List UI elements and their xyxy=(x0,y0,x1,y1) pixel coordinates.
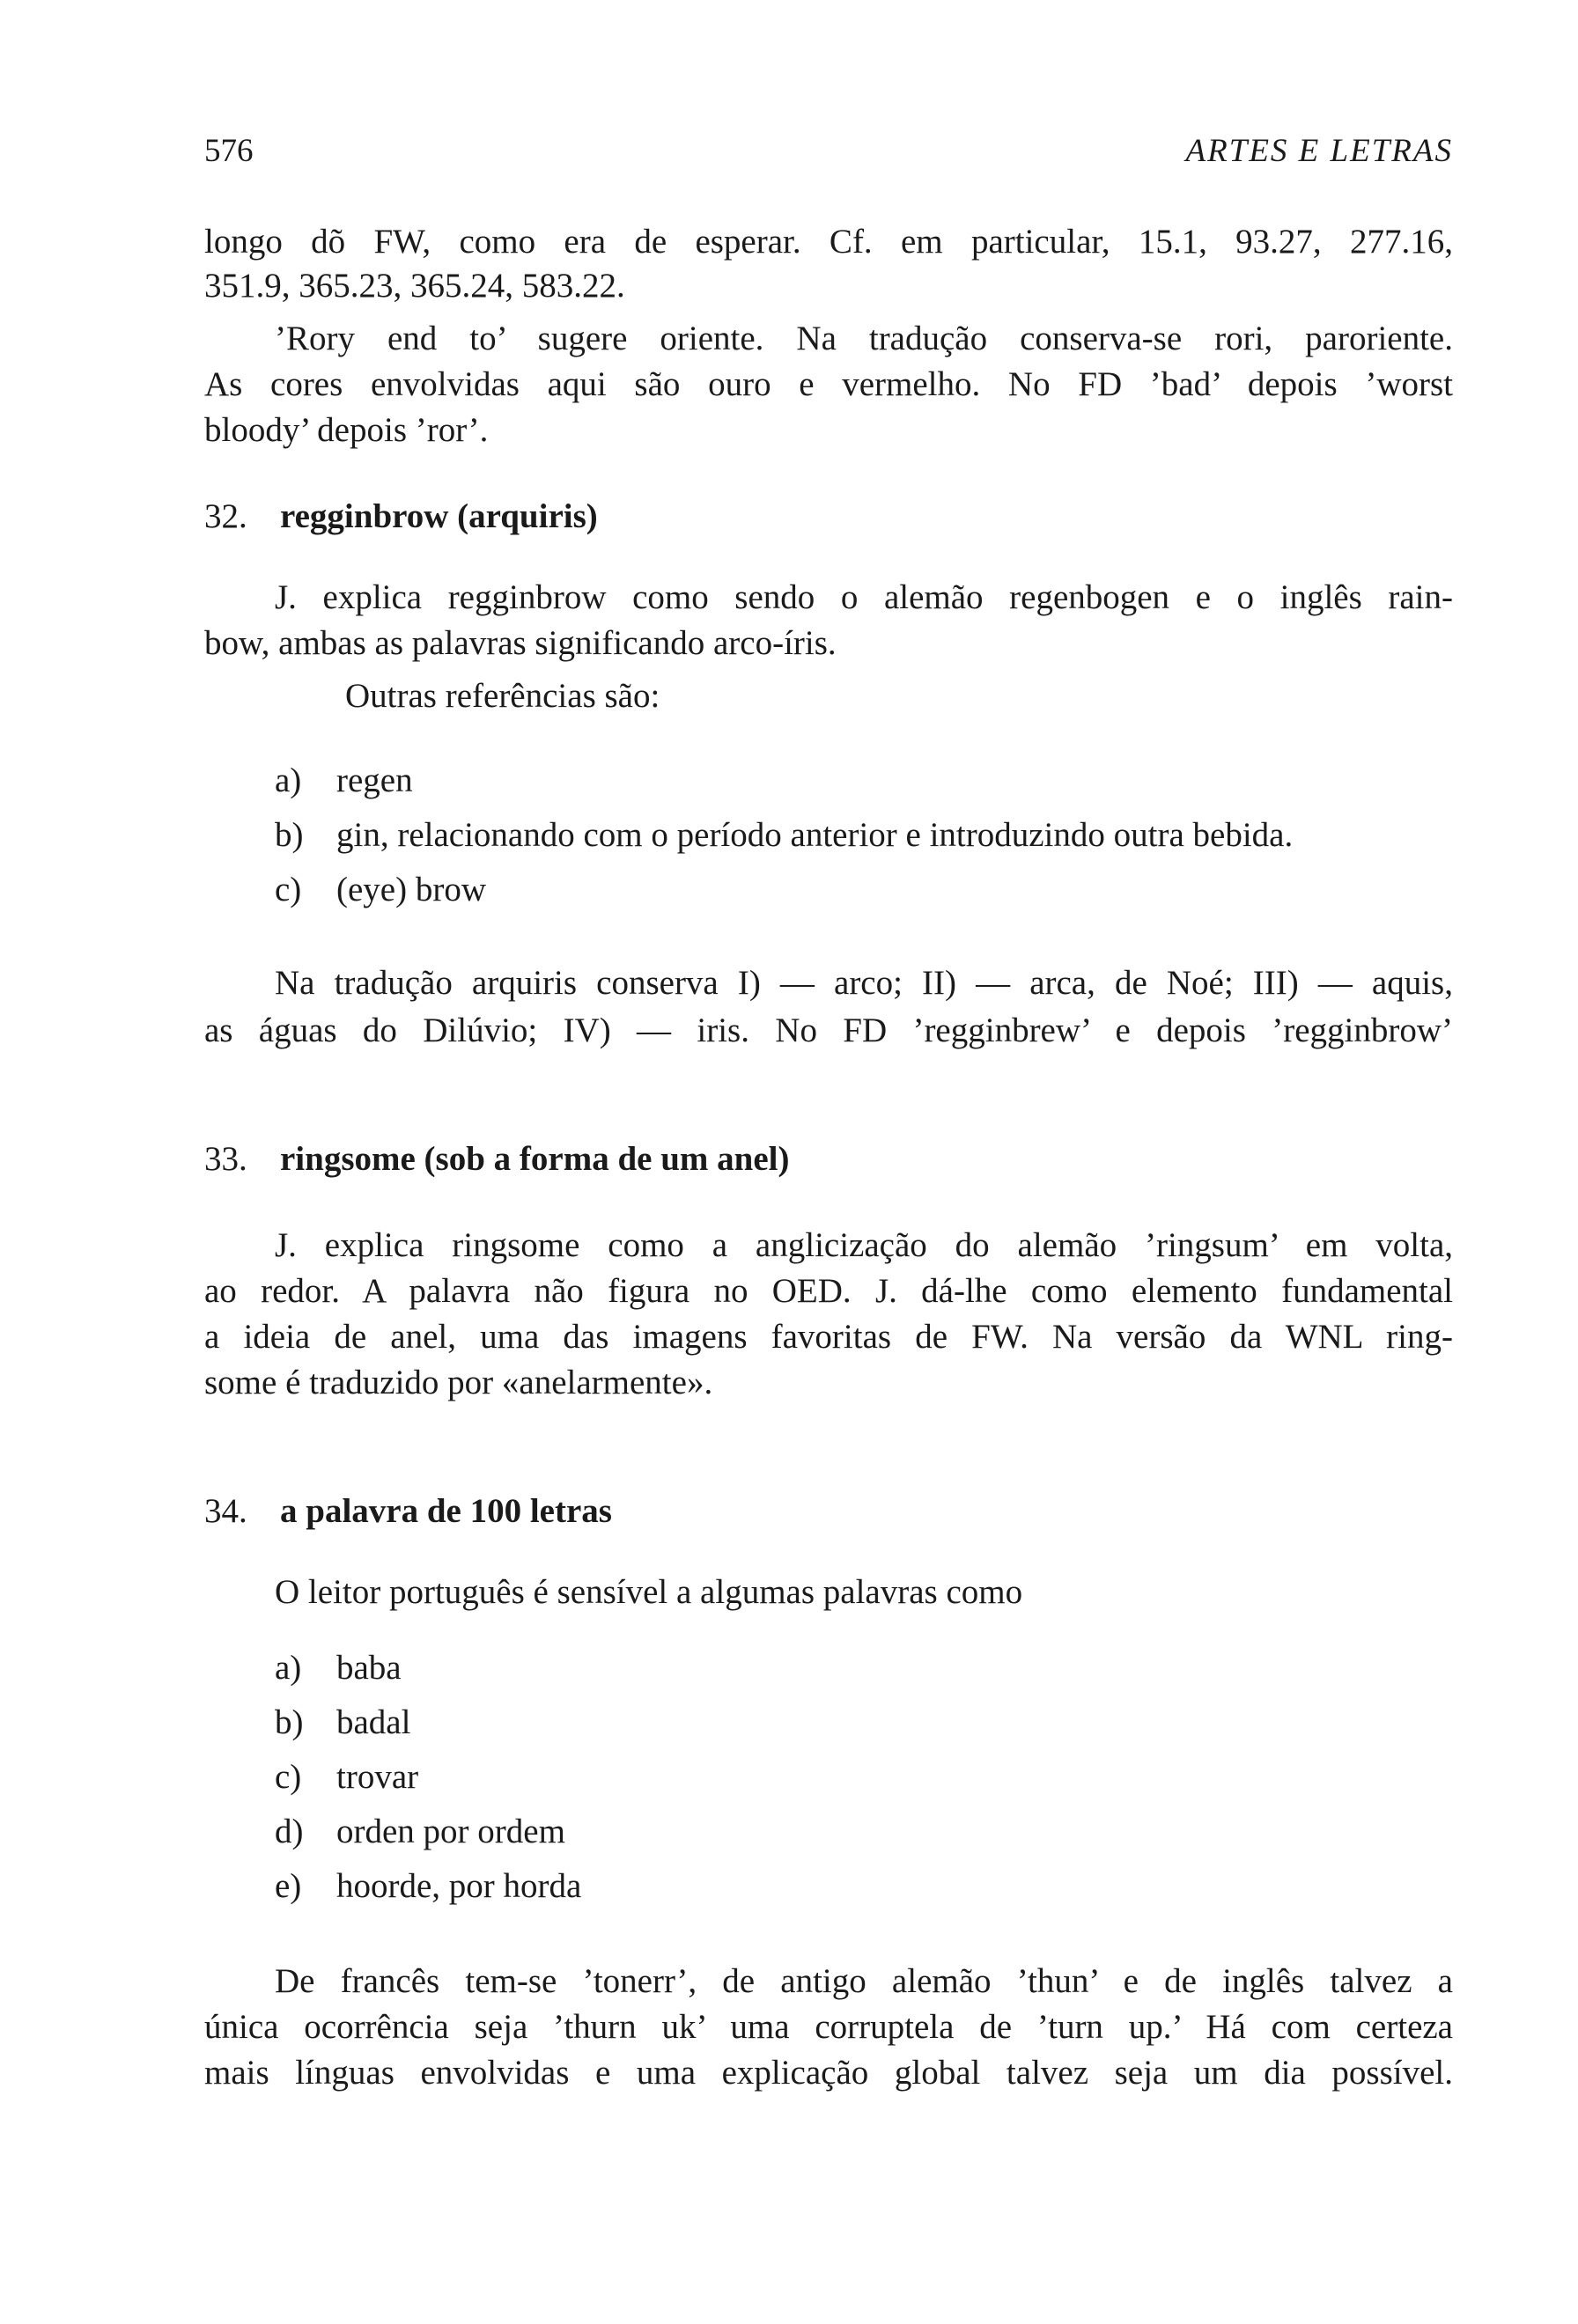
intro-line-1: longo dõ FW, como era de esperar. Cf. em particular, 15.1, 93.27, 277.16, xyxy=(204,223,1453,261)
running-head xyxy=(204,132,1453,185)
section-32-heading xyxy=(204,495,598,539)
running-title: ARTES E LETRAS xyxy=(1185,133,1453,169)
list-marker: c) xyxy=(275,1758,302,1796)
section-number: 32. xyxy=(204,497,247,535)
section-34-intro: O leitor português é sensível a algumas palavras como xyxy=(275,1573,1023,1611)
list-item xyxy=(275,1646,402,1690)
list-item-text: orden por ordem xyxy=(336,1813,565,1850)
list-item-text: badal xyxy=(336,1703,411,1741)
list-marker: c) xyxy=(275,871,302,908)
list-item xyxy=(275,1864,581,1908)
section-number: 34. xyxy=(204,1492,247,1530)
section-33-heading xyxy=(204,1137,789,1181)
list-item xyxy=(275,1755,418,1799)
list-item-text: gin, relacionando com o período anterior e introduzindo outra bebida. xyxy=(336,816,1294,854)
section-34-closing-line-1: De francês tem-se ’tonerr’, de antigo alemão ’thun’ e de inglês talvez a xyxy=(275,1962,1453,2000)
list-item xyxy=(275,1810,565,1854)
list-marker: b) xyxy=(275,816,304,854)
list-item xyxy=(275,759,413,803)
page-number: 576 xyxy=(204,133,254,169)
list-item-text: regen xyxy=(336,761,413,799)
section-32-refs-intro: Outras referências são: xyxy=(345,677,660,715)
intro-para2-line-1: ’Rory end to’ sugere oriente. Na tradução conserva-se rori, paroriente. xyxy=(275,320,1453,357)
intro-para2-line-3: bloody’ depois ’ror’. xyxy=(204,411,489,449)
list-marker: e) xyxy=(275,1867,302,1905)
section-34-closing-line-3: mais línguas envolvidas e uma explicação global talvez seja um dia possível. xyxy=(204,2054,1453,2092)
section-title: regginbrow (arquiris) xyxy=(280,497,598,535)
section-title: a palavra de 100 letras xyxy=(280,1492,612,1530)
list-item xyxy=(275,1701,410,1745)
list-item-text: hoorde, por horda xyxy=(336,1867,582,1905)
intro-para2-line-2: As cores envolvidas aqui são ouro e vermelho. No FD ’bad’ depois ’worst xyxy=(204,365,1453,403)
section-33-para-line-1: J. explica ringsome como a anglicização do alemão ’ringsum’ em volta, xyxy=(275,1226,1453,1264)
list-item xyxy=(275,813,1293,857)
list-item-text: trovar xyxy=(336,1758,419,1796)
section-34-heading xyxy=(204,1489,612,1533)
section-32-para-line-1: J. explica regginbrow como sendo o alemão regenbogen e o inglês rain- xyxy=(275,578,1453,616)
list-marker: d) xyxy=(275,1813,304,1850)
section-title: ringsome (sob a forma de um anel) xyxy=(280,1140,790,1178)
section-33-para-line-4: some é traduzido por «anelarmente». xyxy=(204,1364,713,1401)
section-33-para-line-3: a ideia de anel, uma das imagens favoritas de FW. Na versão da WNL ring- xyxy=(204,1318,1453,1356)
intro-line-2: 351.9, 365.23, 365.24, 583.22. xyxy=(204,267,625,305)
section-33-para-line-2: ao redor. A palavra não figura no OED. J. dá-lhe como elemento fundamental xyxy=(204,1272,1453,1310)
section-32-closing-line-2: as águas do Dilúvio; IV) — iris. No FD ’regginbrew’ e depois ’regginbrow’ xyxy=(204,1011,1453,1049)
list-marker: a) xyxy=(275,761,302,799)
section-32-para-line-2: bow, ambas as palavras significando arco-íris. xyxy=(204,624,837,662)
section-number: 33. xyxy=(204,1140,247,1178)
section-32-closing-line-1: Na tradução arquiris conserva I) — arco; II) — arca, de Noé; III) — aquis, xyxy=(275,964,1453,1002)
section-34-closing-line-2: única ocorrência seja ’thurn uk’ uma corruptela de ’turn up.’ Há com certeza xyxy=(204,2008,1453,2046)
list-item-text: (eye) brow xyxy=(336,871,486,908)
list-marker: a) xyxy=(275,1649,302,1687)
list-item-text: baba xyxy=(336,1649,402,1687)
list-item xyxy=(275,868,486,912)
list-marker: b) xyxy=(275,1703,304,1741)
